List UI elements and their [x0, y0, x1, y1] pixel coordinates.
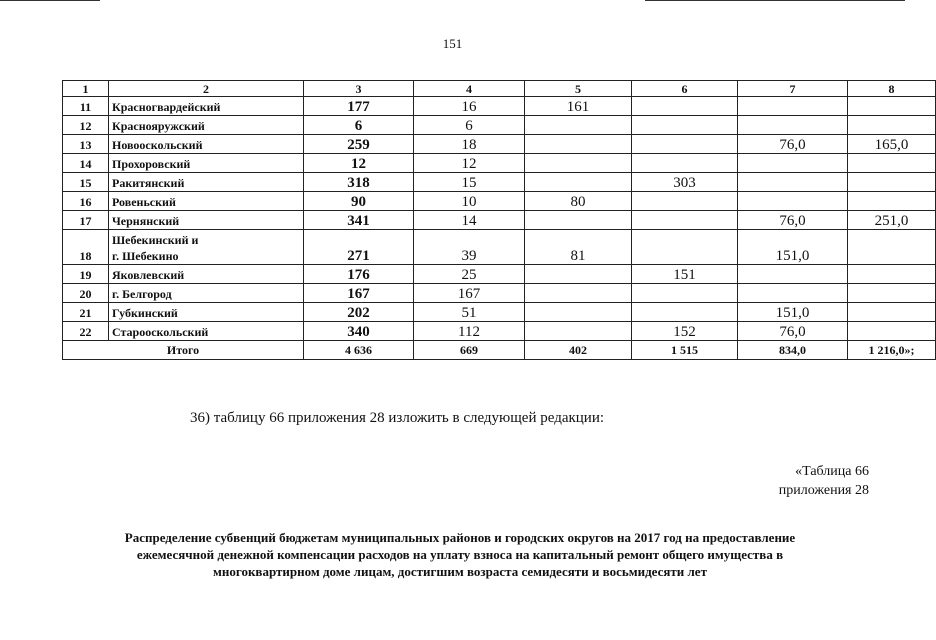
district-name: Прохоровский	[109, 154, 304, 173]
table-header-row	[63, 81, 936, 97]
column-header: 2	[109, 81, 304, 97]
amount-cell	[525, 135, 632, 154]
amount-cell: 15	[414, 173, 525, 192]
row-number: 16	[63, 192, 109, 211]
district-name: Красногвардейский	[109, 97, 304, 116]
amount-cell	[525, 116, 632, 135]
amount-cell: 167	[414, 284, 525, 303]
amount-cell	[632, 135, 738, 154]
amount-cell	[848, 284, 936, 303]
amount-cell	[632, 192, 738, 211]
district-name: Ровеньский	[109, 192, 304, 211]
table-reference-line: «Таблица 66	[795, 464, 869, 479]
total-value: 1 515	[632, 341, 738, 360]
district-name: Губкинский	[109, 303, 304, 322]
amount-cell: 6	[414, 116, 525, 135]
page-number: 151	[442, 36, 463, 51]
amount-cell: 12	[414, 154, 525, 173]
total-value: 834,0	[738, 341, 848, 360]
total-amount-cell: 340	[304, 322, 414, 341]
total-label: Итого	[63, 341, 304, 360]
amount-cell: 165,0	[848, 135, 936, 154]
amount-cell	[632, 116, 738, 135]
amount-cell	[848, 303, 936, 322]
amount-cell: 161	[525, 97, 632, 116]
amount-cell	[632, 303, 738, 322]
amount-cell	[848, 322, 936, 341]
table-row	[63, 135, 936, 154]
table-row	[63, 265, 936, 284]
district-name: г. Белгород	[109, 284, 304, 303]
amount-cell: 303	[632, 173, 738, 192]
amount-cell: 14	[414, 211, 525, 230]
amount-cell	[738, 154, 848, 173]
amount-cell: 80	[525, 192, 632, 211]
table-title-line: ежемесячной денежной компенсации расходов на уплату взноса на капитальный ремонт общего имущества в	[136, 547, 784, 562]
amount-cell: 76,0	[738, 211, 848, 230]
district-name	[109, 230, 304, 265]
amount-cell	[632, 284, 738, 303]
amount-cell	[738, 192, 848, 211]
subsidy-table	[62, 80, 936, 360]
total-value: 1 216,0»;	[848, 341, 936, 360]
amount-cell	[632, 211, 738, 230]
amount-cell: 76,0	[738, 322, 848, 341]
column-header: 6	[632, 81, 738, 97]
district-name: Старооскольский	[109, 322, 304, 341]
row-number: 19	[63, 265, 109, 284]
column-header: 8	[848, 81, 936, 97]
total-amount-cell: 12	[304, 154, 414, 173]
table-row	[63, 211, 936, 230]
row-number: 14	[63, 154, 109, 173]
district-name: Ракитянский	[109, 173, 304, 192]
row-number: 13	[63, 135, 109, 154]
district-name: Краснояружский	[109, 116, 304, 135]
column-header: 5	[525, 81, 632, 97]
amount-cell: 39	[414, 230, 525, 265]
amount-cell: 10	[414, 192, 525, 211]
amount-cell	[738, 116, 848, 135]
row-number: 11	[63, 97, 109, 116]
amount-cell: 18	[414, 135, 525, 154]
row-number: 12	[63, 116, 109, 135]
row-number: 17	[63, 211, 109, 230]
amount-cell	[738, 265, 848, 284]
table-title-line: Распределение субвенций бюджетам муниципальных районов и городских округов на 2017 год на предоставление	[124, 530, 796, 545]
total-amount-cell: 6	[304, 116, 414, 135]
table-row	[63, 154, 936, 173]
amount-cell	[848, 116, 936, 135]
amount-cell	[632, 154, 738, 173]
total-amount-cell: 259	[304, 135, 414, 154]
district-name-line: Шебекинский и	[112, 233, 199, 247]
total-value: 4 636	[304, 341, 414, 360]
row-number: 15	[63, 173, 109, 192]
amount-cell	[738, 173, 848, 192]
amount-cell: 152	[632, 322, 738, 341]
total-amount-cell: 318	[304, 173, 414, 192]
table-row	[63, 192, 936, 211]
district-name: Яковлевский	[109, 265, 304, 284]
amount-cell	[632, 97, 738, 116]
amount-cell: 76,0	[738, 135, 848, 154]
amount-cell	[738, 97, 848, 116]
total-amount-cell: 202	[304, 303, 414, 322]
amount-cell: 16	[414, 97, 525, 116]
amount-cell: 251,0	[848, 211, 936, 230]
district-name: Чернянский	[109, 211, 304, 230]
district-name-line: г. Шебекино	[112, 249, 179, 263]
table-row	[63, 303, 936, 322]
column-header: 3	[304, 81, 414, 97]
table-row	[63, 116, 936, 135]
total-amount-cell: 90	[304, 192, 414, 211]
column-header: 7	[738, 81, 848, 97]
total-row	[63, 341, 936, 360]
amount-cell: 112	[414, 322, 525, 341]
amount-cell: 151,0	[738, 230, 848, 265]
table-title	[55, 529, 865, 580]
column-header: 1	[63, 81, 109, 97]
row-number: 22	[63, 322, 109, 341]
amount-cell	[525, 303, 632, 322]
amendment-instruction: 36) таблицу 66 приложения 28 изложить в следующей редакции:	[190, 410, 605, 426]
district-name: Новооскольский	[109, 135, 304, 154]
table-title-line: многоквартирном доме лицам, достигшим возраста семидесяти и восьмидесяти лет	[213, 564, 707, 579]
total-amount-cell: 271	[304, 230, 414, 265]
table-row	[63, 322, 936, 341]
amount-cell: 81	[525, 230, 632, 265]
amount-cell	[848, 173, 936, 192]
table-row	[63, 97, 936, 116]
amount-cell	[848, 192, 936, 211]
table-reference	[779, 462, 869, 500]
amount-cell: 25	[414, 265, 525, 284]
amount-cell	[848, 154, 936, 173]
amount-cell	[525, 211, 632, 230]
amount-cell	[848, 97, 936, 116]
amount-cell	[525, 154, 632, 173]
table-row	[63, 284, 936, 303]
column-header: 4	[414, 81, 525, 97]
amount-cell	[525, 265, 632, 284]
total-value: 402	[525, 341, 632, 360]
amount-cell	[738, 284, 848, 303]
amount-cell	[525, 284, 632, 303]
amount-cell	[525, 322, 632, 341]
row-number: 20	[63, 284, 109, 303]
top-border-right	[645, 0, 905, 1]
total-value: 669	[414, 341, 525, 360]
table-row	[63, 173, 936, 192]
amount-cell: 151	[632, 265, 738, 284]
total-amount-cell: 341	[304, 211, 414, 230]
amount-cell	[848, 230, 936, 265]
table-reference-line: приложения 28	[778, 483, 869, 498]
row-number: 21	[63, 303, 109, 322]
row-number: 18	[63, 230, 109, 265]
amount-cell	[525, 173, 632, 192]
table-row	[63, 230, 936, 265]
total-amount-cell: 167	[304, 284, 414, 303]
amount-cell	[848, 265, 936, 284]
total-amount-cell: 177	[304, 97, 414, 116]
total-amount-cell: 176	[304, 265, 414, 284]
amount-cell: 151,0	[738, 303, 848, 322]
amount-cell	[632, 230, 738, 265]
top-border-left	[0, 0, 100, 1]
amount-cell: 51	[414, 303, 525, 322]
